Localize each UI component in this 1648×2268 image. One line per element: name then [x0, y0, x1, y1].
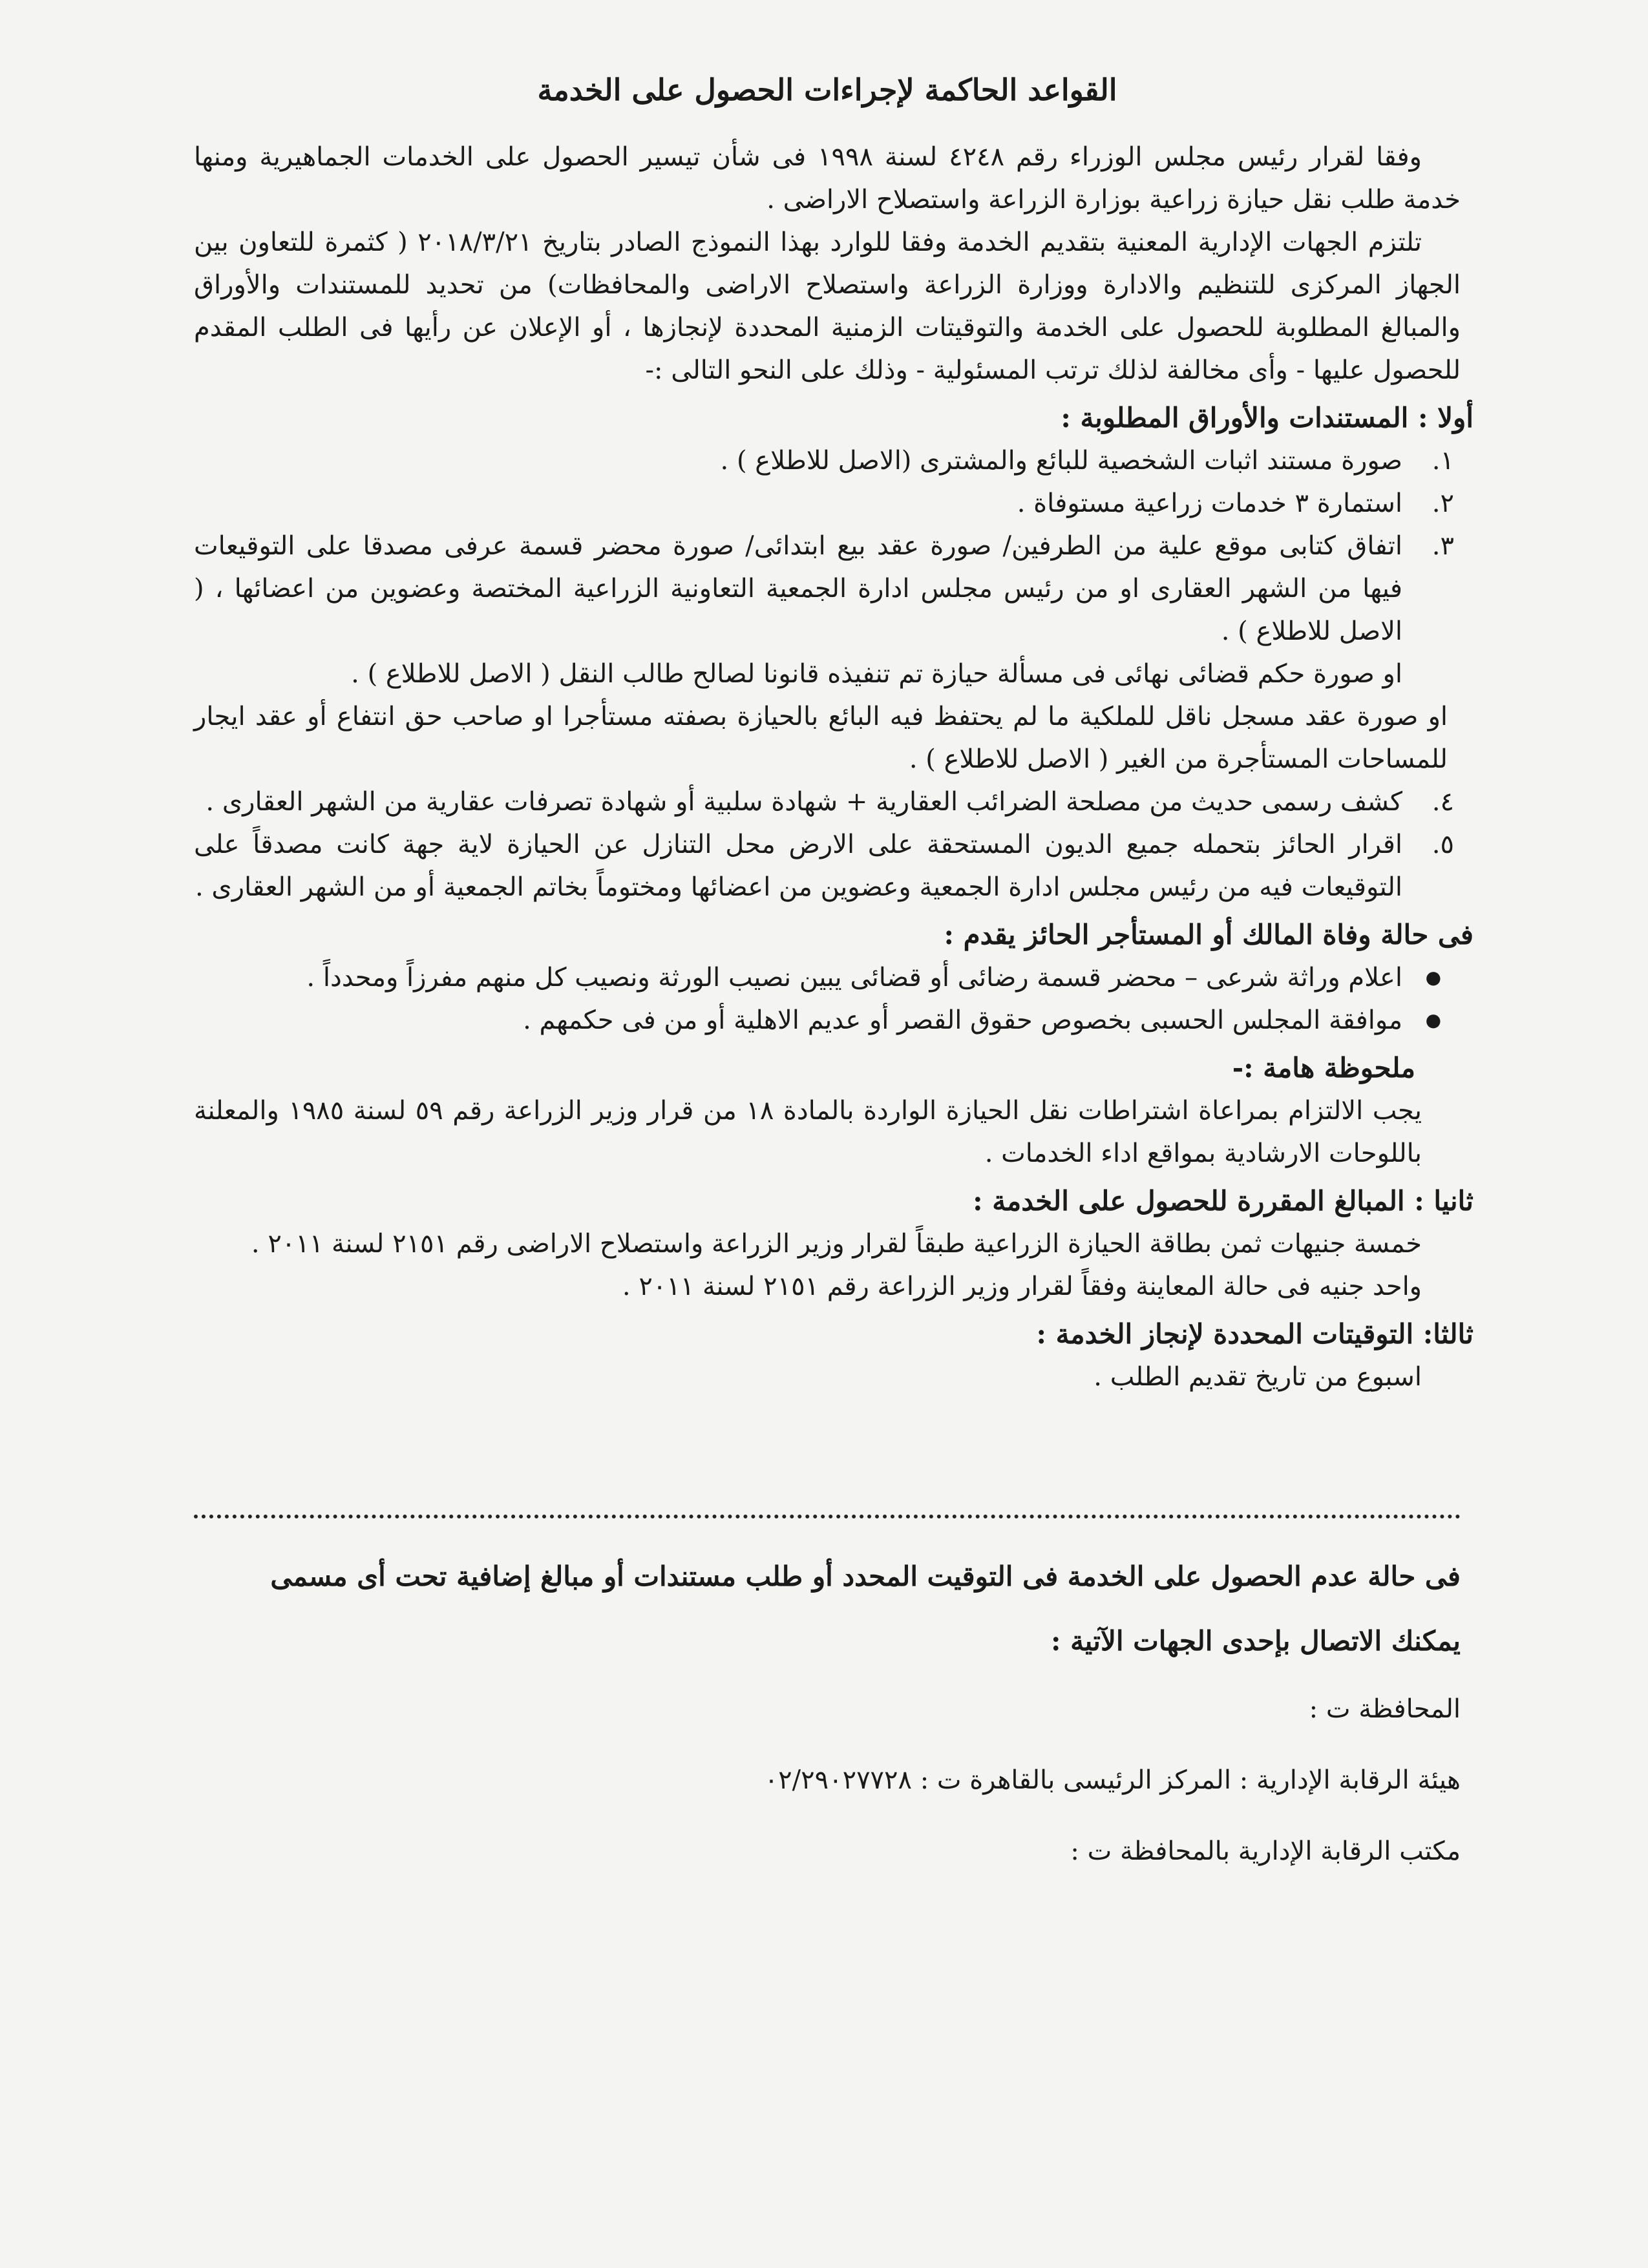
- list-item-number: ٤.: [1431, 786, 1454, 817]
- list-item: [194, 781, 1454, 823]
- list-item: [194, 525, 1454, 695]
- intro-paragraph-1: وفقا لقرار رئيس مجلس الوزراء رقم ٤٢٤٨ لسنة ١٩٩٨ فى شأن تيسير الحصول على الخدمات الجماهيرية ومنها خدمة طلب نقل حيازة زراعية بوزارة الزراعة واستصلاح الاراضى .: [194, 142, 1461, 215]
- intro-paragraph-2: تلتزم الجهات الإدارية المعنية بتقديم الخدمة وفقا للوارد بهذا النموذج الصادر بتاريخ ٢٠١٨/٣/٢١ ( كثمرة للتعاون بين الجهاز المركزى للتنظيم والادارة ووزارة الزراعة واستصلاح الاراضى والمحافظات) من تحديد للمستندات والأوراق والمبالغ المطلوبة للحصول على الخدمة والتوقيتات الزمنية المحددة لإنجازها ، أو الإعلان عن رأيها فى الطلب المقدم للحصول عليها - وأى مخالفة لذلك ترتب المسئولية - وذلك على النحو التالى :-: [194, 227, 1461, 385]
- note-text: يجب الالتزام بمراعاة اشتراطات نقل الحيازة الواردة بالمادة ١٨ من قرار وزير الزراعة رقم ٥٩ لسنة ١٩٨٥ والمعلنة باللوحات الارشادية بمواقع اداء الخدمات .: [194, 1095, 1422, 1168]
- note-heading: ملحوظة هامة :-: [1232, 1051, 1415, 1084]
- list-item-text: اقرار الحائز بتحمله جميع الديون المستحقة على الارض محل التنازل عن الحيازة لاية جهة كانت مصدقاً على التوقيعات فيه من رئيس مجلس ادارة الجمعية وعضوين من اعضائها ومختوماً بخاتم الجمعية أو من الشهر العقارى .: [194, 829, 1402, 902]
- list-item-number: ٥.: [1431, 829, 1454, 859]
- list-item: [194, 482, 1454, 525]
- acaa-hq-phone: هيئة الرقابة الإدارية : المركز الرئيسى بالقاهرة ت : ٠٢/٢٩٠٢٧٧٢٨: [764, 1765, 1461, 1795]
- document-title: القواعد الحاكمة لإجراءات الحصول على الخدمة: [537, 72, 1117, 107]
- list-item: ● موافقة المجلس الحسبى بخصوص حقوق القصر أو عديم الاهلية أو من فى حكمهم .: [194, 999, 1402, 1042]
- fee-line-1: خمسة جنيهات ثمن بطاقة الحيازة الزراعية طبقاً لقرار وزير الزراعة واستصلاح الاراضى رقم ٢١٥١ لسنة ٢٠١١ .: [251, 1228, 1422, 1259]
- list-item: ● اعلام وراثة شرعى – محضر قسمة رضائى أو قضائى يبين نصيب الورثة ونصيب كل منهم مفرزاً ومحدداً .: [194, 956, 1402, 999]
- list-item-text: او صورة حكم قضائى نهائى فى مسألة حيازة تم تنفيذه قانونا لصالح طالب النقل ( الاصل للاطلاع ) .: [351, 658, 1402, 689]
- section-3-heading: ثالثا: التوقيتات المحددة لإنجاز الخدمة :: [1036, 1318, 1474, 1350]
- list-continuation-text: او صورة عقد مسجل ناقل للملكية ما لم يحتفظ فيه البائع بالحيازة بصفته مستأجرا او صاحب حق انتفاع أو عقد ايجار للمساحات المستأجرة من الغير ( الاصل للاطلاع ) .: [194, 701, 1448, 774]
- list-item-number: ٢.: [1431, 488, 1454, 518]
- list-item-text: استمارة ٣ خدمات زراعية مستوفاة .: [1017, 488, 1402, 518]
- list-item-text: صورة مستند اثبات الشخصية للبائع والمشترى (الاصل للاطلاع ) .: [720, 445, 1402, 476]
- acaa-office-phone: مكتب الرقابة الإدارية بالمحافظة ت :: [1070, 1836, 1461, 1866]
- death-case-heading: فى حالة وفاة المالك أو المستأجر الحائز يقدم :: [944, 918, 1474, 950]
- list-item-number: ٣.: [1431, 530, 1454, 561]
- list-item-number: ١.: [1431, 445, 1454, 476]
- list-item: [194, 823, 1454, 908]
- list-item-text: كشف رسمى حديث من مصلحة الضرائب العقارية + شهادة سلبية أو شهادة تصرفات عقارية من الشهر العقارى .: [206, 786, 1402, 817]
- section-2-heading: ثانيا : المبالغ المقررة للحصول على الخدمة :: [973, 1184, 1474, 1217]
- fee-line-2: واحد جنيه فى حالة المعاينة وفقاً لقرار وزير الزراعة رقم ٢١٥١ لسنة ٢٠١١ .: [622, 1271, 1422, 1301]
- list-item: [194, 439, 1454, 482]
- complaint-notice: فى حالة عدم الحصول على الخدمة فى التوقيت المحدد أو طلب مستندات أو مبالغ إضافية تحت أى مسمى: [270, 1560, 1461, 1592]
- list-item-text: اتفاق كتابى موقع علية من الطرفين/ صورة عقد بيع ابتدائى/ صورة محضر قسمة عرفى مصدقا على التوقيعات فيها من الشهر العقارى او من رئيس مجلس ادارة الجمعية التعاونية الزراعية المختصة وعضوين من اعضائها ، ( الاصل للاطلاع ) .: [194, 530, 1402, 646]
- contact-intro: يمكنك الاتصال بإحدى الجهات الآتية :: [1050, 1624, 1461, 1657]
- required-documents-list-cont: [194, 781, 1461, 908]
- required-documents-list: [194, 439, 1461, 695]
- dotted-divider: [194, 1515, 1461, 1518]
- service-duration-text: اسبوع من تاريخ تقديم الطلب .: [1093, 1361, 1422, 1392]
- death-case-list: [194, 956, 1461, 1042]
- governorate-phone: المحافظة ت :: [1309, 1694, 1461, 1724]
- section-1-heading: أولا : المستندات والأوراق المطلوبة :: [1061, 401, 1474, 434]
